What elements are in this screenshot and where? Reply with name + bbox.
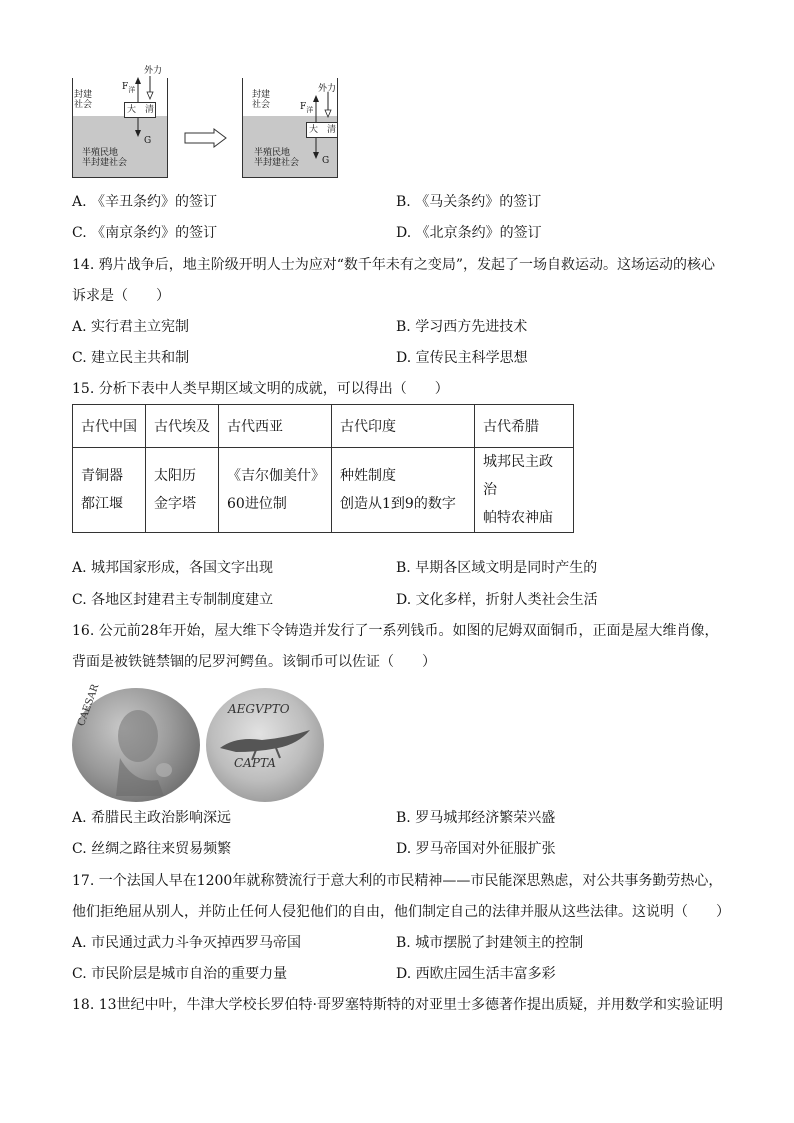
coin-front-image bbox=[72, 682, 200, 802]
table-header-cell: 古代西亚 bbox=[219, 405, 332, 448]
coin-back-image bbox=[206, 688, 324, 802]
table-header-row bbox=[73, 405, 574, 448]
table-header-cell: 古代希腊 bbox=[475, 405, 574, 448]
q14-option-c[interactable]: C. 建立民主共和制 bbox=[72, 350, 190, 366]
q14-option-d[interactable]: D. 宣传民主科学思想 bbox=[396, 350, 528, 366]
q16-option-c[interactable]: C. 丝绸之路往来贸易频繁 bbox=[72, 841, 232, 857]
q16-option-d[interactable]: D. 罗马帝国对外征服扩张 bbox=[396, 841, 556, 857]
diagram-right-force-ext: 外力 bbox=[318, 84, 337, 94]
table-cell: 太阳历 金字塔 bbox=[146, 448, 219, 533]
table-cell: 《吉尔伽美什》 60进位制 bbox=[219, 448, 332, 533]
q14-option-a[interactable]: A. 实行君主立宪制 bbox=[72, 319, 190, 335]
coin-back-legend-bottom: CAPTA bbox=[234, 756, 276, 770]
q15-civilization-table bbox=[72, 404, 574, 533]
q13-option-d[interactable]: D. 《北京条约》的签订 bbox=[396, 225, 542, 241]
q17-option-d[interactable]: D. 西欧庄园生活丰富多彩 bbox=[396, 966, 556, 982]
table-row bbox=[73, 448, 574, 533]
q13-option-a[interactable]: A. 《辛丑条约》的签订 bbox=[72, 194, 218, 210]
diagram-right-force-f: $F_洋$ bbox=[300, 102, 314, 114]
diagram-transition-arrow bbox=[184, 128, 228, 148]
diagram-right-qing-box: 大 清 bbox=[306, 122, 338, 138]
diagram-right-feudal-1: 封建 bbox=[252, 90, 271, 100]
q18-stem-line-1: 18. 13世纪中叶，牛津大学校长罗伯特·哥罗塞特斯特的对亚里士多德著作提出质疑，并用数学和实验证明 bbox=[72, 997, 723, 1013]
diagram-left-force-f: $F_洋$ bbox=[122, 82, 136, 94]
q17-stem-line-1: 17. 一个法国人早在1200年就称赞流行于意大利的市民精神——市民能深思熟虑，对公共事务勤劳热心， bbox=[72, 873, 723, 889]
q17-option-b[interactable]: B. 城市摆脱了封建领主的控制 bbox=[396, 935, 584, 951]
diagram-left-semi-2: 半封建社会 bbox=[82, 158, 128, 168]
diagram-left-arrows bbox=[72, 64, 172, 178]
table-header-cell: 古代中国 bbox=[73, 405, 146, 448]
diagram-right bbox=[242, 64, 342, 178]
q13-option-b[interactable]: B. 《马关条约》的签订 bbox=[396, 194, 542, 210]
q16-option-a[interactable]: A. 希腊民主政治影响深远 bbox=[72, 810, 232, 826]
crocodile-icon bbox=[206, 688, 324, 802]
coin-back-legend-top: AEGVPTO bbox=[228, 702, 290, 716]
diagram-right-feudal-2: 社会 bbox=[252, 100, 271, 110]
diagram-right-semi-2: 半封建社会 bbox=[254, 158, 300, 168]
table-cell: 青铜器 都江堰 bbox=[73, 448, 146, 533]
table-header-cell: 古代埃及 bbox=[146, 405, 219, 448]
diagram-left bbox=[72, 64, 172, 178]
diagram-right-semi-1: 半殖民地 bbox=[254, 148, 291, 158]
diagram-left-semi-1: 半殖民地 bbox=[82, 148, 119, 158]
table-cell: 城邦民主政治 帕特农神庙 bbox=[475, 448, 574, 533]
q15-option-b[interactable]: B. 早期各区域文明是同时产生的 bbox=[396, 560, 598, 576]
q15-stem: 15. 分析下表中人类早期区域文明的成就，可以得出（ ） bbox=[72, 381, 449, 397]
diagram-left-qing-box: 大 清 bbox=[124, 102, 156, 118]
q14-stem-line-2: 诉求是（ ） bbox=[72, 288, 170, 304]
q15-option-c[interactable]: C. 各地区封建君主专制制度建立 bbox=[72, 592, 274, 608]
q17-option-c[interactable]: C. 市民阶层是城市自治的重要力量 bbox=[72, 966, 288, 982]
diagram-left-feudal-2: 社会 bbox=[74, 100, 93, 110]
q17-option-a[interactable]: A. 市民通过武力斗争灭掉西罗马帝国 bbox=[72, 935, 302, 951]
q16-option-b[interactable]: B. 罗马城邦经济繁荣兴盛 bbox=[396, 810, 556, 826]
q14-stem-line-1: 14. 鸦片战争后，地主阶级开明人士为应对“数千年未有之变局”，发起了一场自救运动。这场运动的核心 bbox=[72, 257, 716, 273]
q16-stem-line-2: 背面是被铁链禁锢的尼罗河鳄鱼。该铜币可以佐证（ ） bbox=[72, 654, 436, 670]
table-cell: 种姓制度 创造从1到9的数字 bbox=[332, 448, 475, 533]
q13-option-c[interactable]: C. 《南京条约》的签订 bbox=[72, 225, 218, 241]
q15-option-d[interactable]: D. 文化多样，折射人类社会生活 bbox=[396, 592, 598, 608]
q17-stem-line-2: 他们拒绝屈从别人，并防止任何人侵犯他们的自由，他们制定自己的法律并服从这些法律。这说明（ ） bbox=[72, 904, 730, 920]
diagram-left-g: G bbox=[144, 136, 152, 146]
q14-option-b[interactable]: B. 学习西方先进技术 bbox=[396, 319, 528, 335]
diagram-left-feudal-1: 封建 bbox=[74, 90, 93, 100]
diagram-right-g: G bbox=[322, 156, 330, 166]
diagram-left-force-ext: 外力 bbox=[144, 66, 163, 76]
coin-front-legend: CAESAR bbox=[76, 682, 102, 728]
table-header-cell: 古代印度 bbox=[332, 405, 475, 448]
q15-option-a[interactable]: A. 城邦国家形成，各国文字出现 bbox=[72, 560, 274, 576]
q16-stem-line-1: 16. 公元前28年开始，屋大维下令铸造并发行了一系列钱币。如图的尼姆双面铜币，正面是屋大维肖像， bbox=[72, 623, 719, 639]
